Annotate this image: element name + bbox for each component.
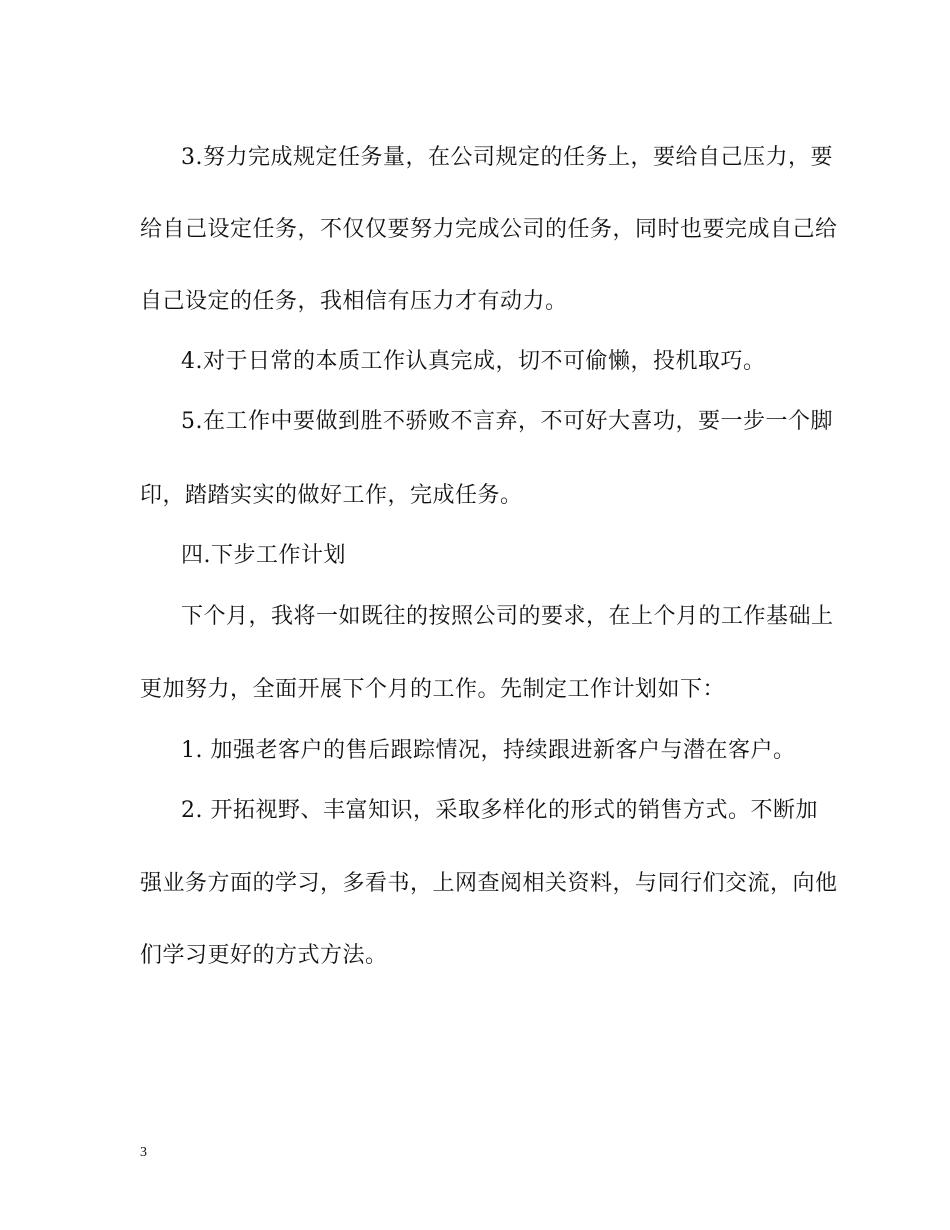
- paragraph-3-line-1: 3.努力完成规定任务量，在公司规定的任务上，要给自己压力，要: [181, 145, 833, 170]
- paragraph-3-line-2: 给自己设定任务，不仅仅要努力完成公司的任务，同时也要完成自己给: [140, 217, 838, 242]
- plan-item-1: 1. 加强老客户的售后跟踪情况，持续跟进新客户与潜在客户。: [181, 738, 796, 763]
- plan-intro-line-1: 下个月，我将一如既往的按照公司的要求，在上个月的工作基础上: [181, 604, 834, 629]
- paragraph-5-line-1: 5.在工作中要做到胜不骄败不言弃，不可好大喜功，要一步一个脚: [181, 409, 833, 434]
- plan-intro-line-2: 更加努力，全面开展下个月的工作。先制定工作计划如下：: [140, 677, 726, 702]
- section-heading: 四.下步工作计划: [181, 543, 346, 568]
- plan-item-2-line-1: 2. 开拓视野、丰富知识，采取多样化的形式的销售方式。不断加: [181, 798, 818, 823]
- paragraph-4: 4.对于日常的本质工作认真完成，切不可偷懒，投机取巧。: [181, 349, 766, 374]
- plan-item-2-line-3: 们学习更好的方式方法。: [140, 943, 388, 968]
- paragraph-3-line-3: 自己设定的任务，我相信有压力才有动力。: [140, 289, 568, 314]
- plan-item-2-line-2: 强业务方面的学习，多看书，上网查阅相关资料，与同行们交流，向他: [140, 871, 838, 896]
- page-number: 3: [140, 1145, 147, 1160]
- paragraph-5-line-2: 印，踏踏实实的做好工作，完成任务。: [140, 483, 523, 508]
